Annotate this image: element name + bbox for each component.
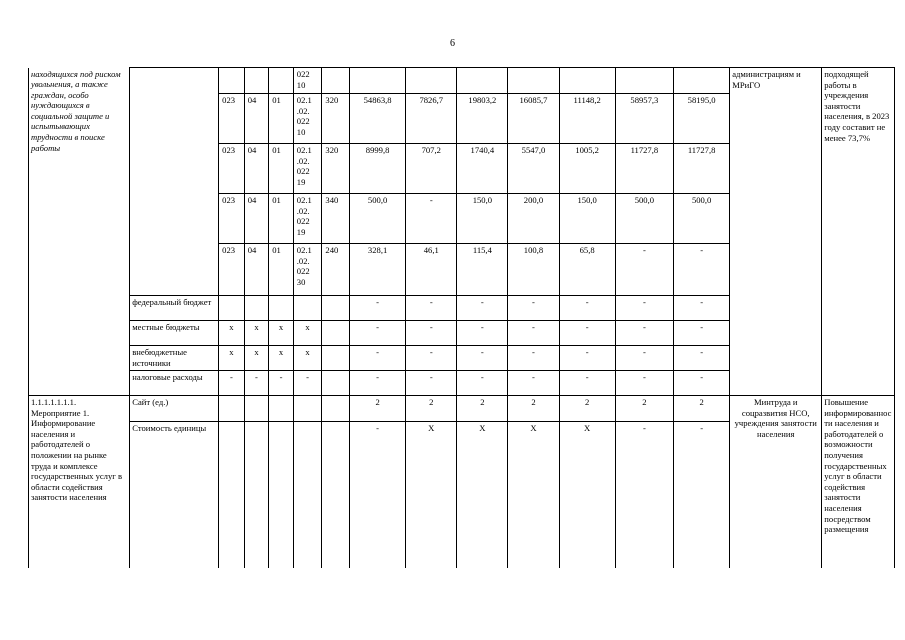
value-cell: 500,0	[674, 194, 730, 244]
value-cell: 2	[559, 396, 615, 422]
code-csr: 02.1 .02. 022 19	[293, 144, 322, 194]
value-cell: 707,2	[406, 144, 457, 194]
value-cell: -	[406, 346, 457, 371]
value-cell: -	[615, 296, 673, 321]
code-vr: 340	[322, 194, 350, 244]
value-cell: 2	[615, 396, 673, 422]
value-cell: -	[615, 244, 673, 296]
page-number: 6	[450, 38, 455, 49]
value-cell: X	[406, 422, 457, 568]
value-cell: -	[349, 321, 405, 346]
code-pr: x	[269, 346, 294, 371]
code-rz: 04	[244, 94, 269, 144]
code-csr: -	[293, 371, 322, 396]
code-grbs: -	[219, 371, 245, 396]
code-rz: 04	[244, 144, 269, 194]
value-cell: -	[457, 371, 508, 396]
code-rz: 04	[244, 194, 269, 244]
source-cell-empty	[130, 68, 219, 296]
code-grbs	[219, 296, 245, 321]
code-rz: x	[244, 321, 269, 346]
code-cell-empty	[219, 396, 245, 422]
value-cell: -	[457, 296, 508, 321]
value-cell: 115,4	[457, 244, 508, 296]
code-csr: 02.1 .02. 022 10	[293, 94, 322, 144]
funding-source-label: местные бюджеты	[130, 321, 219, 346]
value-cell: -	[406, 194, 457, 244]
code-cell-empty	[244, 396, 269, 422]
value-cell: 328,1	[349, 244, 405, 296]
value-cell: 58195,0	[674, 94, 730, 144]
code-cell-empty	[293, 422, 322, 568]
value-cell: 5547,0	[508, 144, 559, 194]
value-cell: -	[457, 321, 508, 346]
value-cell: -	[559, 296, 615, 321]
value-cell	[674, 68, 730, 94]
code-pr: 01	[269, 244, 294, 296]
value-cell: 58957,3	[615, 94, 673, 144]
code-vr	[322, 371, 350, 396]
value-cell: -	[674, 244, 730, 296]
table-row	[29, 68, 895, 94]
code-csr: x	[293, 346, 322, 371]
program-table	[28, 67, 895, 568]
table-body	[29, 68, 895, 568]
result-cell: Повышение информированности населения и работодателей о возможности получения государственных услуг в области содействия занятости населения посредством размещения	[822, 396, 895, 568]
code-pr: 01	[269, 144, 294, 194]
value-cell: X	[559, 422, 615, 568]
code-grbs: x	[219, 321, 245, 346]
code-grbs: x	[219, 346, 245, 371]
code-cell-empty	[293, 396, 322, 422]
indicator-label: Сайт (ед.)	[130, 396, 219, 422]
value-cell: -	[349, 371, 405, 396]
value-cell: -	[615, 321, 673, 346]
code-rz	[244, 68, 269, 94]
code-pr: 01	[269, 94, 294, 144]
value-cell: 11727,8	[674, 144, 730, 194]
value-cell: -	[674, 346, 730, 371]
value-cell: -	[508, 296, 559, 321]
code-vr	[322, 321, 350, 346]
value-cell: -	[349, 346, 405, 371]
value-cell	[508, 68, 559, 94]
value-cell: -	[615, 422, 673, 568]
value-cell: 150,0	[457, 194, 508, 244]
value-cell: X	[508, 422, 559, 568]
value-cell: -	[508, 346, 559, 371]
code-vr	[322, 346, 350, 371]
code-pr: -	[269, 371, 294, 396]
funding-source-label: внебюджетные источники	[130, 346, 219, 371]
code-csr	[293, 296, 322, 321]
code-csr: 02.1 .02. 022 30	[293, 244, 322, 296]
value-cell: -	[406, 296, 457, 321]
activity-description: находящихся под риском увольнения, а также граждан, особо нуждающихся в социальной защите и испытывающих трудности в поиске работы	[29, 68, 130, 396]
executor-cell: Минтруда и соцразвития НСО, учреждения занятости населения	[730, 396, 822, 568]
value-cell: -	[674, 321, 730, 346]
code-rz: 04	[244, 244, 269, 296]
code-cell-empty	[322, 422, 350, 568]
code-rz: x	[244, 346, 269, 371]
code-vr: 240	[322, 244, 350, 296]
code-grbs: 023	[219, 194, 245, 244]
value-cell: 8999,8	[349, 144, 405, 194]
value-cell	[349, 68, 405, 94]
value-cell: 19803,2	[457, 94, 508, 144]
code-vr: 320	[322, 94, 350, 144]
value-cell: X	[457, 422, 508, 568]
value-cell: 16085,7	[508, 94, 559, 144]
value-cell: 500,0	[615, 194, 673, 244]
value-cell	[457, 68, 508, 94]
code-vr	[322, 296, 350, 321]
code-rz: -	[244, 371, 269, 396]
value-cell: 200,0	[508, 194, 559, 244]
value-cell	[615, 68, 673, 94]
executor-cell: администрациям и МРиГО	[730, 68, 822, 396]
code-rz	[244, 296, 269, 321]
activity-description: 1.1.1.1.1.1.1. Мероприятие 1. Информирование населения и работодателей о положении на рынке труда и комплексе государственных услуг в области содействия занятости населения	[29, 396, 130, 568]
code-cell-empty	[269, 396, 294, 422]
code-grbs: 023	[219, 244, 245, 296]
value-cell: -	[559, 346, 615, 371]
code-vr	[322, 68, 350, 94]
value-cell: -	[674, 371, 730, 396]
value-cell: 2	[406, 396, 457, 422]
value-cell: 65,8	[559, 244, 615, 296]
value-cell: -	[406, 321, 457, 346]
value-cell: 2	[457, 396, 508, 422]
code-pr	[269, 296, 294, 321]
code-grbs: 023	[219, 144, 245, 194]
value-cell: -	[349, 296, 405, 321]
code-grbs: 023	[219, 94, 245, 144]
code-grbs	[219, 68, 245, 94]
code-cell-empty	[219, 422, 245, 568]
value-cell: -	[457, 346, 508, 371]
value-cell: -	[406, 371, 457, 396]
value-cell: -	[674, 296, 730, 321]
value-cell	[406, 68, 457, 94]
code-pr	[269, 68, 294, 94]
code-cell-empty	[322, 396, 350, 422]
code-csr: 02.1 .02. 022 19	[293, 194, 322, 244]
code-csr: x	[293, 321, 322, 346]
value-cell	[559, 68, 615, 94]
value-cell: 46,1	[406, 244, 457, 296]
value-cell: -	[508, 321, 559, 346]
code-cell-empty	[244, 422, 269, 568]
value-cell: -	[615, 371, 673, 396]
value-cell: 1005,2	[559, 144, 615, 194]
code-csr: 022 10	[293, 68, 322, 94]
value-cell: 11148,2	[559, 94, 615, 144]
value-cell: 7826,7	[406, 94, 457, 144]
result-cell: подходящей работы в учреждения занятости населения, в 2023 году составит не менее 73,7%	[822, 68, 895, 396]
value-cell: 11727,8	[615, 144, 673, 194]
value-cell: -	[559, 371, 615, 396]
value-cell: -	[615, 346, 673, 371]
value-cell: 2	[508, 396, 559, 422]
code-vr: 320	[322, 144, 350, 194]
table-row	[29, 396, 895, 422]
indicator-label: Стоимость единицы	[130, 422, 219, 568]
funding-source-label: федеральный бюджет	[130, 296, 219, 321]
value-cell: -	[674, 422, 730, 568]
value-cell: 150,0	[559, 194, 615, 244]
code-pr: 01	[269, 194, 294, 244]
value-cell: 500,0	[349, 194, 405, 244]
value-cell: 54863,8	[349, 94, 405, 144]
value-cell: -	[349, 422, 405, 568]
value-cell: 100,8	[508, 244, 559, 296]
code-cell-empty	[269, 422, 294, 568]
value-cell: 1740,4	[457, 144, 508, 194]
code-pr: x	[269, 321, 294, 346]
value-cell: 2	[674, 396, 730, 422]
value-cell: -	[559, 321, 615, 346]
value-cell: 2	[349, 396, 405, 422]
value-cell: -	[508, 371, 559, 396]
funding-source-label: налоговые расходы	[130, 371, 219, 396]
